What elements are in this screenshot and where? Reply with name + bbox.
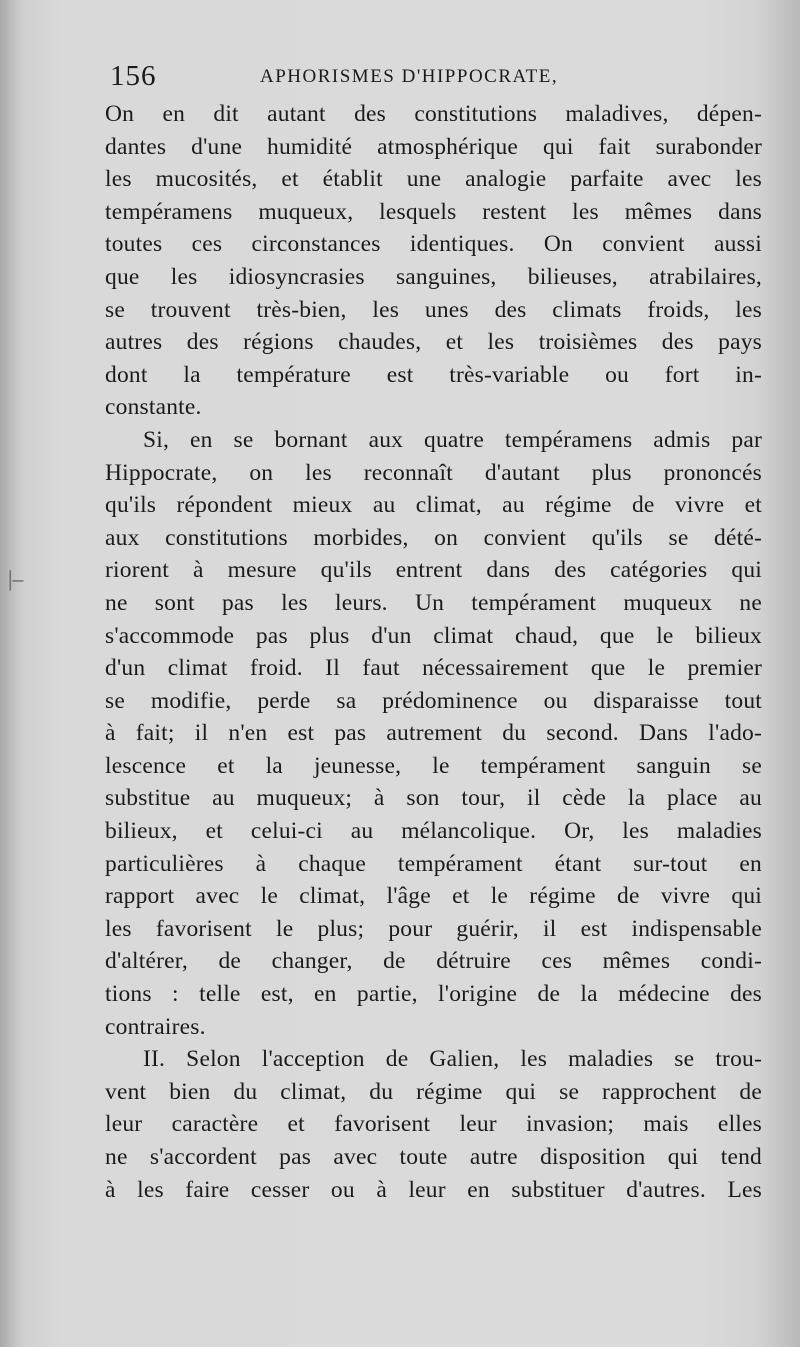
- text-line: tempéramens muqueux, lesquels restent les mêmes dans: [105, 198, 762, 225]
- margin-mark: |–: [8, 566, 24, 591]
- text-line: ne s'accordent pas avec toute autre disposition qui tend: [105, 1144, 762, 1170]
- page-header: [110, 58, 770, 98]
- text-line: que les idiosyncrasies sanguines, bilieuses, atrabilaires,: [105, 263, 762, 290]
- body-text: [105, 98, 762, 1206]
- text-line: dont la température est très-variable ou fort in-: [105, 361, 762, 388]
- text-line: à les faire cesser ou à leur en substituer d'autres. Les: [105, 1176, 762, 1203]
- paragraph-start-line: Si, en se bornant aux quatre tempéramens admis par: [143, 426, 762, 453]
- text-line: à fait; il n'en est pas autrement du second. Dans l'ado-: [105, 720, 762, 747]
- paragraph-end-line: contraires.: [105, 1013, 206, 1040]
- text-line: les favorisent le plus; pour guérir, il est indispensable: [105, 915, 762, 942]
- text-line: riorent à mesure qu'ils entrent dans des catégories qui: [105, 557, 762, 584]
- text-line: leur caractère et favorisent leur invasion; mais elles: [105, 1111, 762, 1138]
- text-line: d'altérer, de changer, de détruire ces mêmes condi-: [105, 948, 762, 975]
- text-line: particulières à chaque tempérament étant sur-tout en: [105, 850, 762, 877]
- text-line: d'un climat froid. Il faut nécessairement que le premier: [105, 655, 762, 682]
- text-line: Hippocrate, on les reconnaît d'autant plus prononcés: [105, 459, 762, 486]
- text-line: vent bien du climat, du régime qui se rapprochent de: [105, 1078, 762, 1105]
- text-line: On en dit autant des constitutions maladives, dépen-: [105, 101, 762, 127]
- page-number: 156: [110, 60, 157, 92]
- text-line: rapport avec le climat, l'âge et le régime de vivre qui: [105, 883, 762, 910]
- text-line: toutes ces circonstances identiques. On convient aussi: [105, 231, 762, 258]
- text-line: qu'ils répondent mieux au climat, au régime de vivre et: [105, 492, 762, 519]
- paragraph-start-line: II. Selon l'acception de Galien, les maladies se trou-: [143, 1046, 762, 1073]
- text-line: lescence et la jeunesse, le tempérament sanguin se: [105, 752, 762, 779]
- text-line: se modifie, perde sa prédominence ou disparaisse tout: [105, 687, 762, 714]
- paragraph-end-line: constante.: [105, 394, 202, 421]
- text-line: dantes d'une humidité atmosphérique qui fait surabonder: [105, 133, 762, 160]
- text-line: autres des régions chaudes, et les troisièmes des pays: [105, 329, 762, 356]
- text-line: les mucosités, et établit une analogie parfaite avec les: [105, 166, 762, 193]
- text-line: aux constitutions morbides, on convient qu'ils se dété-: [105, 524, 762, 551]
- text-line: ne sont pas les leurs. Un tempérament muqueux ne: [105, 589, 762, 616]
- text-line: se trouvent très-bien, les unes des climats froids, les: [105, 296, 762, 323]
- text-line: bilieux, et celui-ci au mélancolique. Or, les maladies: [105, 818, 762, 845]
- text-line: tions : telle est, en partie, l'origine de la médecine des: [105, 981, 762, 1008]
- running-title: APHORISMES D'HIPPOCRATE,: [260, 66, 559, 87]
- text-line: substitue au muqueux; à son tour, il cède la place au: [105, 785, 762, 812]
- text-line: s'accommode pas plus d'un climat chaud, que le bilieux: [105, 622, 762, 649]
